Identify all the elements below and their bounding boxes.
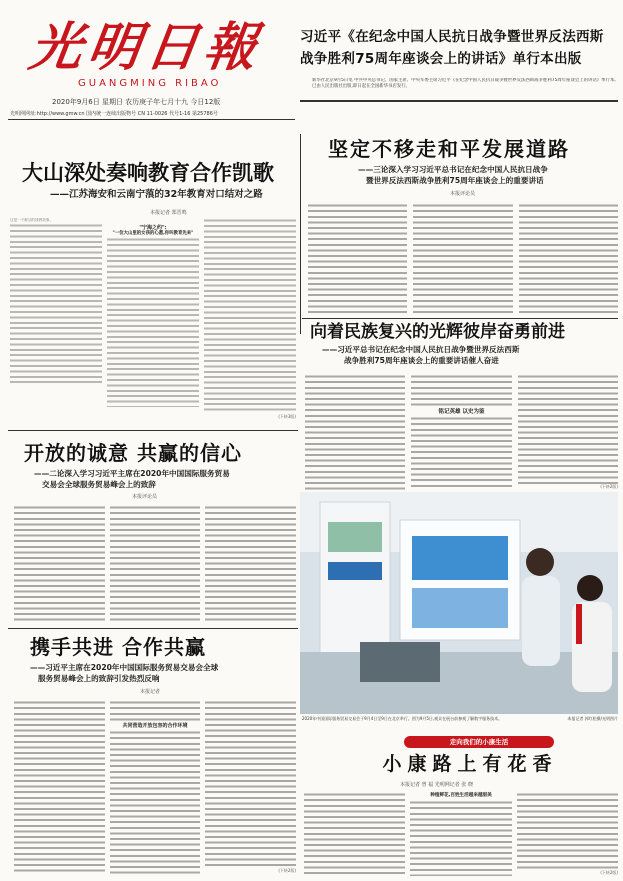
bottom-right-story-body (304, 792, 618, 876)
kicker-badge: 走向我们的小康生活 (404, 736, 554, 748)
top-story-lead: 新华社北京9月5日电 中共中央总书记、国家主席、中央军委主席习近平《在纪念中国人民抗日战争暨世界反法西斯战争胜利75周年座谈会上的讲话》单行本,已由人民出版社出版,即日起在全国新华书店发行。 (312, 78, 616, 89)
top-story-title-line1: 习近平《在纪念中国人民抗日战争暨世界反法西斯 (300, 29, 604, 45)
left-mid-col-2 (110, 505, 201, 623)
right-story-section: 铭记英雄 以史为鉴 (438, 409, 485, 415)
right-story-subtitle1: ——习近平总书记在纪念中国人民抗日战争暨世界反法西斯 (322, 345, 520, 354)
center-rule (302, 318, 618, 319)
bottom-right-col-1 (304, 792, 405, 876)
bottom-left-section: 共同营造开放包容的合作环境 (122, 723, 188, 729)
center-story-col-2 (413, 203, 512, 315)
left-mid-col-3 (205, 505, 296, 623)
left-story-byline: 本报记者 郑晋鸣 (150, 210, 187, 216)
photo-caption-text: 2020年中国国际服务贸易交易会于9月4日至9日在北京举行。图为9月5日,观众在展台前参观了解数字服务技术。 (302, 716, 503, 721)
center-story-col-1 (308, 203, 407, 315)
bottom-right-section: 种植鲜花,百姓生活越来越甜美 (430, 793, 492, 798)
left-mid-story-byline: 本报评论员 (132, 494, 158, 500)
masthead-logo: 光明日報 (25, 17, 267, 78)
bottom-left-end: (下转2版) (278, 868, 297, 873)
date-line: 2020年9月6日 星期日 农历庚子年七月十九 今日12版 (52, 98, 221, 106)
bottom-left-story-subtitle (30, 662, 296, 684)
left-mid-story-body (14, 505, 296, 623)
center-story-subtitle (358, 164, 618, 186)
bottom-left-story-body (14, 700, 296, 874)
left-story-body (10, 218, 296, 426)
bottom-left-rule (8, 628, 298, 629)
right-story-subtitle (322, 344, 618, 366)
left-mid-story-title: 开放的诚意 共赢的信心 (24, 441, 242, 465)
left-story-subtitle: ——江苏海安和云南宁蒗的32年教育对口结对之路 (50, 189, 263, 200)
right-story-title: 向着民族复兴的光辉彼岸奋勇前进 (310, 322, 565, 342)
right-story-body (305, 374, 618, 490)
bottom-left-col-2 (110, 700, 201, 874)
masthead-pinyin: GUANGMING RIBAO (78, 78, 222, 89)
right-story-col-2 (411, 374, 511, 490)
vertical-divider (300, 134, 301, 334)
bottom-right-col-2 (410, 792, 511, 876)
left-mid-story-subtitle1: ——二论深入学习习近平主席在2020年中国国际服务贸易 (34, 469, 230, 478)
left-mid-col-1 (14, 505, 105, 623)
left-story-section1b: "一位大山里的女孩的心愿,你叫教育先来" (112, 231, 194, 237)
bottom-right-story-byline: 本报记者 曾 福 光明网记者 张 晓 (400, 782, 473, 788)
info-line: 光明网网址:http://www.gmw.cn 国内统一连续出版物号 CN 11-0026 代号1-16 第25786号 (10, 111, 218, 117)
bottom-left-col-3 (205, 700, 296, 874)
bottom-left-story-byline: 本报记者 (140, 689, 161, 695)
left-mid-story-subtitle (34, 468, 296, 490)
bottom-right-story-title: 小康路上有花香 (382, 753, 558, 775)
center-story-col-3 (519, 203, 618, 315)
left-story-title: 大山深处奏响教育合作凯歌 (22, 161, 274, 185)
photo-credit: 本报记者 郭红松摄/光明图片 (567, 716, 618, 721)
news-photo (300, 492, 618, 714)
left-mid-story-subtitle2: 交易会全球服务贸易峰会上的致辞 (42, 480, 156, 489)
bottom-right-end: (下转2版) (600, 870, 618, 875)
right-story-col-1 (305, 374, 405, 490)
right-story-col-3 (518, 374, 618, 490)
left-story-col-1 (10, 218, 102, 426)
bottom-left-story-subtitle2: 服务贸易峰会上的致辞引发热烈反响 (38, 674, 160, 683)
photo-caption (302, 716, 618, 730)
bottom-left-story-subtitle1: ——习近平主席在2020年中国国际服务贸易交易会全球 (30, 663, 219, 672)
top-story-title-line2: 战争胜利75周年座谈会上的讲话》单行本出版 (300, 51, 582, 67)
center-story-title: 坚定不移走和平发展道路 (328, 137, 570, 161)
left-story-lead: 这是一个鲜活的援教故事。 (10, 218, 54, 222)
center-story-byline: 本报评论员 (450, 191, 476, 197)
left-mid-rule (8, 430, 298, 431)
bottom-left-col-1 (14, 700, 105, 874)
right-story-end: (下转2版) (600, 484, 618, 489)
left-story-end: (下转3版) (278, 414, 296, 419)
top-story-title (300, 26, 618, 70)
left-story-col-3 (204, 218, 296, 426)
center-story-body (308, 203, 618, 315)
bottom-right-col-3 (517, 792, 618, 876)
center-story-subtitle1: ——三论深入学习习近平总书记在纪念中国人民抗日战争 (358, 165, 548, 174)
left-story-section1: "宁海之约": (139, 225, 167, 231)
right-story-subtitle2: 战争胜利75周年座谈会上的重要讲话催人奋进 (344, 356, 499, 365)
left-story-col-2 (107, 218, 199, 426)
center-story-subtitle2: 暨世界反法西斯战争胜利75周年座谈会上的重要讲话 (366, 176, 544, 185)
masthead-rule (8, 119, 295, 120)
bottom-left-story-title: 携手共进 合作共赢 (30, 635, 206, 659)
news-photo-image (300, 492, 618, 714)
top-story-rule (300, 100, 618, 102)
